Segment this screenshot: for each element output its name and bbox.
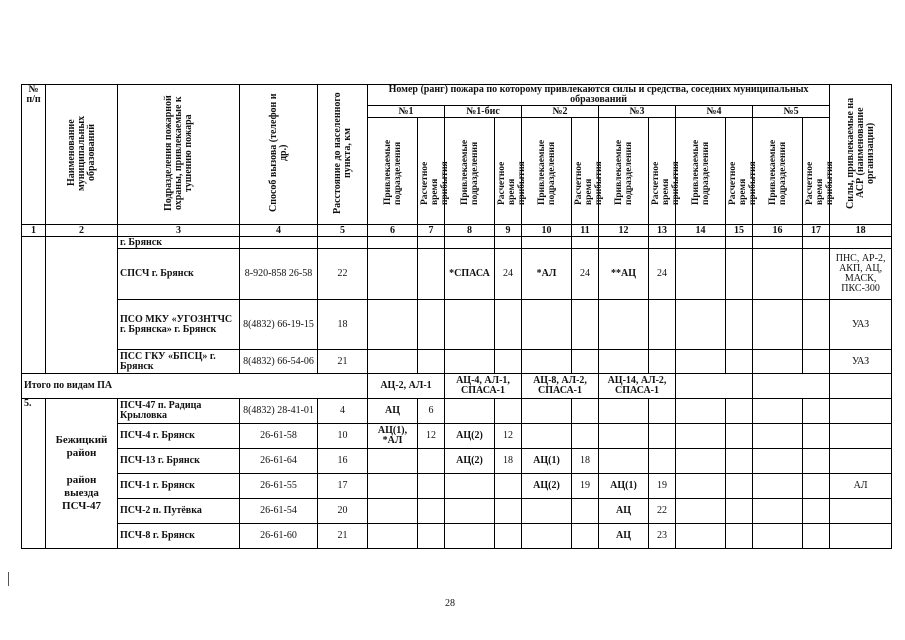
col-number: 13	[649, 225, 676, 237]
r4-time	[726, 449, 753, 474]
r5-units	[753, 350, 803, 374]
r1b-time	[495, 237, 522, 249]
col-number: 4	[240, 225, 318, 237]
call-cell: 8(4832) 66-19-15	[240, 300, 318, 350]
table-row	[22, 474, 892, 499]
r5-time	[803, 300, 830, 350]
asr-cell	[830, 524, 892, 549]
r1-units: АЦ	[368, 399, 418, 424]
unit-cell: ПСС ГКУ «БПСЦ» г. Брянск	[118, 350, 240, 374]
sub-time-1bis: Расчетное время прибытия	[495, 118, 522, 225]
header-call-method: Способ вызова (телефон и др.)	[240, 85, 318, 225]
r5-time	[803, 499, 830, 524]
r2-time: 18	[572, 449, 599, 474]
col-number: 6	[368, 225, 418, 237]
asr-cell: АЛ	[830, 474, 892, 499]
r3-units: АЦ(1)	[599, 474, 649, 499]
unit-cell: СПСЧ г. Брянск	[118, 249, 240, 300]
asr-cell	[830, 399, 892, 424]
sub-units-3: Привлекаемые подразделения	[599, 118, 649, 225]
r4-units	[676, 300, 726, 350]
r1b-time: 24	[495, 249, 522, 300]
r2-time: 19	[572, 474, 599, 499]
r1b-time: 12	[495, 424, 522, 449]
asr-cell: УАЗ	[830, 300, 892, 350]
r4-units	[676, 449, 726, 474]
r2-units	[522, 399, 572, 424]
column-numbers-row	[22, 225, 892, 237]
r1-time	[418, 524, 445, 549]
distance-cell: 21	[318, 350, 368, 374]
col-number: 1	[22, 225, 46, 237]
departure-area: район выезда ПСЧ-47	[62, 474, 101, 512]
r2-units	[522, 300, 572, 350]
unit-cell: ПСЧ-4 г. Брянск	[118, 424, 240, 449]
col-number: 18	[830, 225, 892, 237]
r3-units	[599, 300, 649, 350]
distance-cell	[318, 237, 368, 249]
header-asr: Силы, привлекаемые на АСР (наименование организации)	[830, 85, 892, 225]
total-label: Итого по видам ПА	[22, 374, 368, 399]
r1b-units: АЦ(2)	[445, 424, 495, 449]
call-cell: 26-61-55	[240, 474, 318, 499]
sub-time-3: Расчетное время прибытия	[649, 118, 676, 225]
r3-time: 22	[649, 499, 676, 524]
col-number: 5	[318, 225, 368, 237]
call-cell: 8-920-858 26-58	[240, 249, 318, 300]
r3-units: АЦ	[599, 499, 649, 524]
header-rank-1bis: №1-бис	[445, 106, 522, 118]
r3-time	[649, 424, 676, 449]
header-rank-title: Номер (ранг) пожара по которому привлекаются силы и средства, соседних муниципальных образований	[368, 85, 830, 106]
table-row	[22, 424, 892, 449]
r2-units	[522, 524, 572, 549]
r3-time	[649, 449, 676, 474]
r5-time	[803, 249, 830, 300]
r5-time	[803, 524, 830, 549]
distance-cell: 16	[318, 449, 368, 474]
r4-units	[676, 399, 726, 424]
sub-time-5: Расчетное время прибытия	[803, 118, 830, 225]
col-number: 14	[676, 225, 726, 237]
r2-units: АЦ(1)	[522, 449, 572, 474]
r2-time	[572, 237, 599, 249]
r5-time	[803, 237, 830, 249]
r4-units	[676, 474, 726, 499]
r3-time: 19	[649, 474, 676, 499]
total-r1: АЦ-2, АЛ-1	[368, 374, 445, 399]
r5-units	[753, 449, 803, 474]
r5-time	[803, 474, 830, 499]
r2-units: АЦ(2)	[522, 474, 572, 499]
col-number: 17	[803, 225, 830, 237]
col-number: 15	[726, 225, 753, 237]
r3-time: 24	[649, 249, 676, 300]
total-r2: АЦ-8, АЛ-2, СПАСА-1	[522, 374, 599, 399]
distance-cell: 18	[318, 300, 368, 350]
call-cell: 26-61-58	[240, 424, 318, 449]
r3-units: АЦ	[599, 524, 649, 549]
sub-time-2: Расчетное время прибытия	[572, 118, 599, 225]
sub-time-4: Расчетное время прибытия	[726, 118, 753, 225]
col-number: 12	[599, 225, 649, 237]
header-distance: Расстояние до населенного пункта, км	[318, 85, 368, 225]
unit-cell: ПСЧ-47 п. Радица Крыловка	[118, 399, 240, 424]
r5-units	[753, 300, 803, 350]
r3-time	[649, 237, 676, 249]
municipality-name: Бежицкий район	[55, 434, 108, 459]
r4-time	[726, 237, 753, 249]
r5-units	[753, 399, 803, 424]
r1b-units	[445, 499, 495, 524]
r1-time: 6	[418, 399, 445, 424]
page-number: 28	[445, 598, 455, 609]
unit-cell: ПСЧ-13 г. Брянск	[118, 449, 240, 474]
r2-units: *АЛ	[522, 249, 572, 300]
table-row	[22, 300, 892, 350]
distance-cell: 21	[318, 524, 368, 549]
r2-time	[572, 524, 599, 549]
r1-time: 12	[418, 424, 445, 449]
r1-units	[368, 499, 418, 524]
r1-units: АЦ(1), *АЛ	[368, 424, 418, 449]
header-units: Подразделения пожарной охраны, привлекаемые к тушению пожара	[118, 85, 240, 225]
r5-units	[753, 237, 803, 249]
call-cell: 8(4832) 28-41-01	[240, 399, 318, 424]
r4-units	[676, 499, 726, 524]
r1-units	[368, 474, 418, 499]
r2-units	[522, 350, 572, 374]
r3-time	[649, 399, 676, 424]
r3-units	[599, 350, 649, 374]
r3-units	[599, 399, 649, 424]
margin-mark	[8, 572, 9, 586]
r2-time	[572, 499, 599, 524]
total-r1b: АЦ-4, АЛ-1, СПАСА-1	[445, 374, 522, 399]
header-rank-3: №3	[599, 106, 676, 118]
call-cell: 26-61-64	[240, 449, 318, 474]
r1b-time	[495, 524, 522, 549]
table-row	[22, 499, 892, 524]
unit-cell: ПСЧ-1 г. Брянск	[118, 474, 240, 499]
sub-units-2: Привлекаемые подразделения	[522, 118, 572, 225]
row-municipality	[46, 237, 118, 374]
sub-units-1: Привлекаемые подразделения	[368, 118, 418, 225]
r1b-time	[495, 399, 522, 424]
col-number: 16	[753, 225, 803, 237]
r5-units	[753, 249, 803, 300]
r1-units	[368, 237, 418, 249]
table-row	[22, 350, 892, 374]
asr-cell: УАЗ	[830, 350, 892, 374]
asr-cell: ПНС, АР-2, АКП, АЦ, МАСК, ПКС-300	[830, 249, 892, 300]
total-r4	[676, 374, 753, 399]
call-cell	[240, 237, 318, 249]
r1b-units: АЦ(2)	[445, 449, 495, 474]
r1b-units: *СПАСА	[445, 249, 495, 300]
r2-time	[572, 350, 599, 374]
header-municipality: Наименование муниципальных образований	[46, 85, 118, 225]
fire-forces-table	[21, 84, 892, 549]
r2-time	[572, 424, 599, 449]
r5-time	[803, 399, 830, 424]
row-no	[22, 237, 46, 374]
distance-cell: 4	[318, 399, 368, 424]
total-asr	[830, 374, 892, 399]
r1-units	[368, 350, 418, 374]
r1b-time	[495, 474, 522, 499]
col-number: 7	[418, 225, 445, 237]
r4-time	[726, 399, 753, 424]
table-row	[22, 237, 892, 249]
header-no: № п/п	[22, 85, 46, 225]
r5-time	[803, 449, 830, 474]
r1-time	[418, 350, 445, 374]
table-row	[22, 399, 892, 424]
section-no: 5.	[22, 399, 46, 549]
table-row	[22, 524, 892, 549]
call-cell: 26-61-54	[240, 499, 318, 524]
r2-units	[522, 237, 572, 249]
r1b-time: 18	[495, 449, 522, 474]
header-rank-1: №1	[368, 106, 445, 118]
call-cell: 8(4832) 66-54-06	[240, 350, 318, 374]
total-r3: АЦ-14, АЛ-2, СПАСА-1	[599, 374, 676, 399]
r1-units	[368, 524, 418, 549]
col-number: 8	[445, 225, 495, 237]
r1-time	[418, 499, 445, 524]
col-number: 9	[495, 225, 522, 237]
r3-units	[599, 424, 649, 449]
col-number: 3	[118, 225, 240, 237]
r4-units	[676, 524, 726, 549]
r1b-units	[445, 237, 495, 249]
r1-units	[368, 300, 418, 350]
total-r5	[753, 374, 830, 399]
section-municipality	[46, 399, 118, 549]
r2-time: 24	[572, 249, 599, 300]
r1-time	[418, 249, 445, 300]
r4-time	[726, 300, 753, 350]
total-row	[22, 374, 892, 399]
r5-units	[753, 474, 803, 499]
header-rank-5: №5	[753, 106, 830, 118]
r1b-time	[495, 499, 522, 524]
r1b-units	[445, 524, 495, 549]
r4-time	[726, 499, 753, 524]
asr-cell	[830, 499, 892, 524]
r1b-time	[495, 350, 522, 374]
distance-cell: 10	[318, 424, 368, 449]
sub-units-4: Привлекаемые подразделения	[676, 118, 726, 225]
r5-units	[753, 499, 803, 524]
asr-cell	[830, 449, 892, 474]
r2-units	[522, 499, 572, 524]
r1-time	[418, 237, 445, 249]
r4-time	[726, 474, 753, 499]
r1-units	[368, 249, 418, 300]
asr-cell	[830, 237, 892, 249]
r2-time	[572, 300, 599, 350]
r4-units	[676, 237, 726, 249]
r1b-units	[445, 474, 495, 499]
distance-cell: 17	[318, 474, 368, 499]
r1b-time	[495, 300, 522, 350]
r2-time	[572, 399, 599, 424]
r1-time	[418, 474, 445, 499]
unit-cell: ПСЧ-8 г. Брянск	[118, 524, 240, 549]
r3-units	[599, 449, 649, 474]
table-row	[22, 449, 892, 474]
col-number: 11	[572, 225, 599, 237]
r4-units	[676, 424, 726, 449]
sub-units-5: Привлекаемые подразделения	[753, 118, 803, 225]
r1-units	[368, 449, 418, 474]
distance-cell: 20	[318, 499, 368, 524]
header-rank-4: №4	[676, 106, 753, 118]
r4-time	[726, 249, 753, 300]
r3-units	[599, 237, 649, 249]
r3-time	[649, 350, 676, 374]
header-rank-2: №2	[522, 106, 599, 118]
r1-time	[418, 449, 445, 474]
call-cell: 26-61-60	[240, 524, 318, 549]
r4-time	[726, 524, 753, 549]
r1b-units	[445, 399, 495, 424]
unit-cell: г. Брянск	[118, 237, 240, 249]
r4-units	[676, 350, 726, 374]
col-number: 10	[522, 225, 572, 237]
r1-time	[418, 300, 445, 350]
asr-cell	[830, 424, 892, 449]
r5-time	[803, 424, 830, 449]
unit-cell: ПСО МКУ «УГОЗНТЧС г. Брянска» г. Брянск	[118, 300, 240, 350]
table-row	[22, 249, 892, 300]
r4-time	[726, 350, 753, 374]
r3-units: **АЦ	[599, 249, 649, 300]
sub-time-1: Расчетное время прибытия	[418, 118, 445, 225]
col-number: 2	[46, 225, 118, 237]
r4-time	[726, 424, 753, 449]
r5-units	[753, 424, 803, 449]
unit-cell: ПСЧ-2 п. Путёвка	[118, 499, 240, 524]
r5-units	[753, 524, 803, 549]
r3-time	[649, 300, 676, 350]
r3-time: 23	[649, 524, 676, 549]
r1b-units	[445, 300, 495, 350]
r2-units	[522, 424, 572, 449]
sub-units-1bis: Привлекаемые подразделения	[445, 118, 495, 225]
r4-units	[676, 249, 726, 300]
distance-cell: 22	[318, 249, 368, 300]
r1b-units	[445, 350, 495, 374]
r5-time	[803, 350, 830, 374]
